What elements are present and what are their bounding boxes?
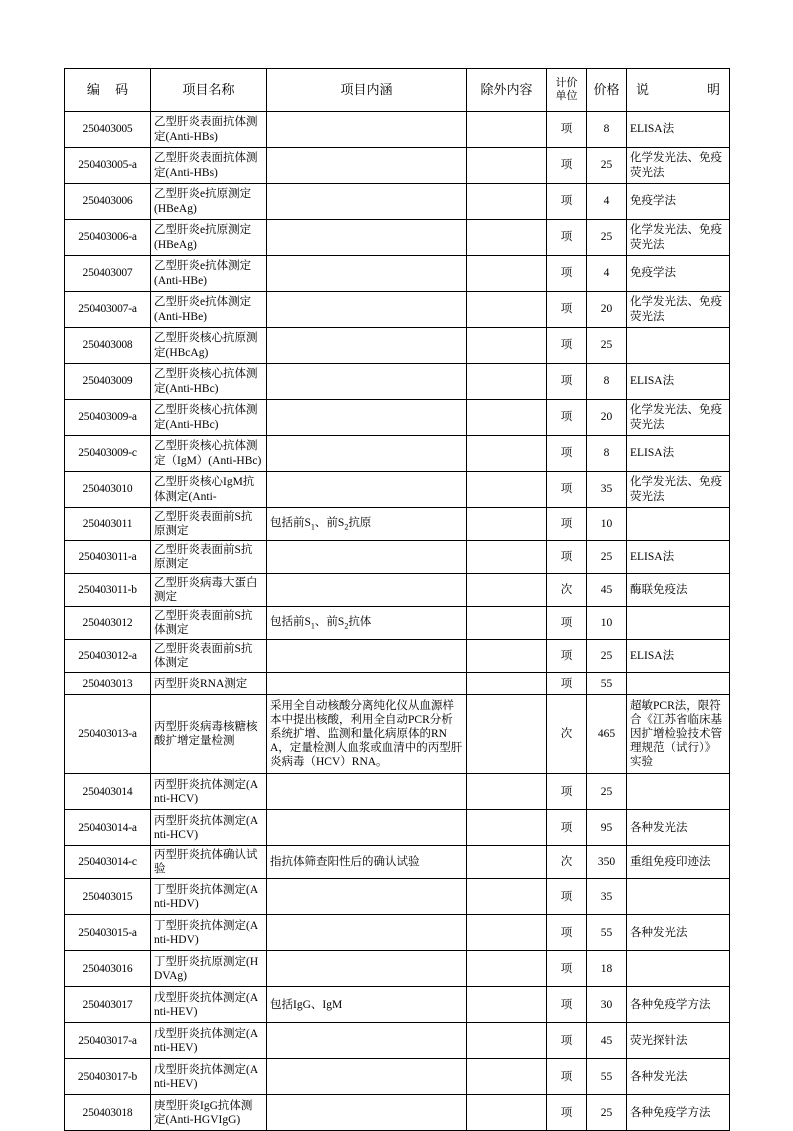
table-row bbox=[65, 810, 730, 846]
cell-remark: 各种发光法 bbox=[627, 810, 730, 846]
cell-content bbox=[267, 472, 467, 508]
cell-unit: 项 bbox=[547, 472, 587, 508]
cell-name: 乙型肝炎表面前S抗原测定 bbox=[151, 541, 267, 574]
cell-code: 250403009-c bbox=[65, 436, 151, 472]
cell-remark: 化学发光法、免疫荧光法 bbox=[627, 292, 730, 328]
cell-unit: 项 bbox=[547, 1059, 587, 1095]
table-row bbox=[65, 574, 730, 607]
cell-code: 250403011-a bbox=[65, 541, 151, 574]
cell-remark: 免疫学法 bbox=[627, 184, 730, 220]
cell-remark bbox=[627, 328, 730, 364]
cell-content: 包括前$S_1$、前$S_2$抗原 bbox=[267, 508, 467, 541]
table-row bbox=[65, 256, 730, 292]
table-header bbox=[65, 69, 730, 112]
cell-code: 250403015-a bbox=[65, 915, 151, 951]
cell-price: 465 bbox=[587, 695, 627, 774]
cell-code: 250403015 bbox=[65, 879, 151, 915]
cell-code: 250403018 bbox=[65, 1095, 151, 1131]
column-header-code: 编 码 bbox=[65, 69, 151, 112]
cell-remark: ELISA法 bbox=[627, 364, 730, 400]
cell-name: 庚型肝炎IgG抗体测定(Anti-HGVIgG) bbox=[151, 1095, 267, 1131]
cell-price: 55 bbox=[587, 1059, 627, 1095]
cell-price: 95 bbox=[587, 810, 627, 846]
cell-price: 20 bbox=[587, 400, 627, 436]
cell-code: 250403016 bbox=[65, 951, 151, 987]
cell-content: 包括前$S_1$、前$S_2$抗体 bbox=[267, 607, 467, 640]
cell-name: 丁型肝炎抗原测定(HDVAg) bbox=[151, 951, 267, 987]
cell-content bbox=[267, 112, 467, 148]
cell-content bbox=[267, 541, 467, 574]
cell-unit: 项 bbox=[547, 541, 587, 574]
cell-name: 戊型肝炎抗体测定(Anti-HEV) bbox=[151, 987, 267, 1023]
cell-exclude bbox=[467, 673, 547, 695]
cell-code: 250403007 bbox=[65, 256, 151, 292]
cell-price: 30 bbox=[587, 987, 627, 1023]
cell-unit: 项 bbox=[547, 673, 587, 695]
cell-unit: 项 bbox=[547, 640, 587, 673]
cell-content bbox=[267, 574, 467, 607]
cell-content bbox=[267, 400, 467, 436]
table-row bbox=[65, 541, 730, 574]
table-row bbox=[65, 364, 730, 400]
cell-exclude bbox=[467, 541, 547, 574]
cell-unit: 项 bbox=[547, 328, 587, 364]
cell-code: 250403005-a bbox=[65, 148, 151, 184]
cell-remark: 免疫学法 bbox=[627, 256, 730, 292]
cell-name: 丙型肝炎抗体测定(Anti-HCV) bbox=[151, 810, 267, 846]
cell-price: 8 bbox=[587, 112, 627, 148]
medical-price-table bbox=[64, 68, 730, 1131]
cell-content bbox=[267, 810, 467, 846]
cell-name: 丁型肝炎抗体测定(Anti-HDV) bbox=[151, 915, 267, 951]
cell-exclude bbox=[467, 364, 547, 400]
cell-name: 丙型肝炎病毒核糖核酸扩增定量检测 bbox=[151, 695, 267, 774]
cell-code: 250403013-a bbox=[65, 695, 151, 774]
cell-unit: 项 bbox=[547, 951, 587, 987]
cell-price: 4 bbox=[587, 184, 627, 220]
table-row bbox=[65, 220, 730, 256]
cell-name: 乙型肝炎核心IgM抗体测定(Anti- bbox=[151, 472, 267, 508]
cell-remark bbox=[627, 879, 730, 915]
cell-remark bbox=[627, 774, 730, 810]
table-row bbox=[65, 328, 730, 364]
cell-price: 4 bbox=[587, 256, 627, 292]
cell-unit: 项 bbox=[547, 879, 587, 915]
cell-remark: 酶联免疫法 bbox=[627, 574, 730, 607]
cell-code: 250403013 bbox=[65, 673, 151, 695]
cell-code: 250403014-c bbox=[65, 846, 151, 879]
header-row bbox=[65, 69, 730, 112]
cell-unit: 项 bbox=[547, 1095, 587, 1131]
cell-remark: ELISA法 bbox=[627, 112, 730, 148]
cell-price: 55 bbox=[587, 673, 627, 695]
cell-code: 250403008 bbox=[65, 328, 151, 364]
cell-content bbox=[267, 774, 467, 810]
cell-unit: 次 bbox=[547, 846, 587, 879]
cell-content bbox=[267, 436, 467, 472]
table-body bbox=[65, 112, 730, 1131]
table-row bbox=[65, 774, 730, 810]
column-header-name: 项目名称 bbox=[151, 69, 267, 112]
cell-name: 乙型肝炎核心抗体测定（IgM）(Anti-HBc) bbox=[151, 436, 267, 472]
cell-remark bbox=[627, 951, 730, 987]
cell-remark: 化学发光法、免疫荧光法 bbox=[627, 472, 730, 508]
cell-name: 乙型肝炎核心抗体测定(Anti-HBc) bbox=[151, 364, 267, 400]
cell-unit: 项 bbox=[547, 220, 587, 256]
cell-name: 乙型肝炎表面前S抗体测定 bbox=[151, 607, 267, 640]
cell-unit: 项 bbox=[547, 148, 587, 184]
column-header-content: 项目内涵 bbox=[267, 69, 467, 112]
column-header-unit bbox=[547, 69, 587, 112]
cell-remark: 化学发光法、免疫荧光法 bbox=[627, 400, 730, 436]
cell-content bbox=[267, 640, 467, 673]
cell-code: 250403007-a bbox=[65, 292, 151, 328]
cell-unit: 次 bbox=[547, 695, 587, 774]
cell-name: 丙型肝炎RNA测定 bbox=[151, 673, 267, 695]
cell-price: 25 bbox=[587, 328, 627, 364]
cell-exclude bbox=[467, 328, 547, 364]
cell-price: 10 bbox=[587, 508, 627, 541]
cell-remark: 化学发光法、免疫荧光法 bbox=[627, 220, 730, 256]
cell-exclude bbox=[467, 148, 547, 184]
cell-unit: 项 bbox=[547, 292, 587, 328]
cell-price: 25 bbox=[587, 541, 627, 574]
column-header-exclude: 除外内容 bbox=[467, 69, 547, 112]
cell-code: 250403009-a bbox=[65, 400, 151, 436]
cell-content bbox=[267, 915, 467, 951]
cell-unit: 项 bbox=[547, 810, 587, 846]
cell-unit: 项 bbox=[547, 508, 587, 541]
cell-unit: 项 bbox=[547, 1023, 587, 1059]
cell-price: 25 bbox=[587, 148, 627, 184]
cell-unit: 项 bbox=[547, 915, 587, 951]
cell-exclude bbox=[467, 695, 547, 774]
cell-remark: 超敏PCR法，限符合《江苏省临床基因扩增检验技术管理规范（试行）》实验 bbox=[627, 695, 730, 774]
cell-name: 丙型肝炎抗体测定(Anti-HCV) bbox=[151, 774, 267, 810]
table-row bbox=[65, 508, 730, 541]
cell-exclude bbox=[467, 774, 547, 810]
cell-remark: 荧光探针法 bbox=[627, 1023, 730, 1059]
cell-price: 25 bbox=[587, 1095, 627, 1131]
cell-content bbox=[267, 1023, 467, 1059]
cell-code: 250403012 bbox=[65, 607, 151, 640]
cell-remark: ELISA法 bbox=[627, 541, 730, 574]
cell-price: 45 bbox=[587, 1023, 627, 1059]
cell-exclude bbox=[467, 436, 547, 472]
cell-content bbox=[267, 364, 467, 400]
cell-unit: 次 bbox=[547, 574, 587, 607]
cell-code: 250403006 bbox=[65, 184, 151, 220]
cell-name: 乙型肝炎核心抗体测定(Anti-HBc) bbox=[151, 400, 267, 436]
cell-exclude bbox=[467, 846, 547, 879]
cell-exclude bbox=[467, 112, 547, 148]
table-row bbox=[65, 879, 730, 915]
cell-name: 丙型肝炎抗体确认试验 bbox=[151, 846, 267, 879]
cell-code: 250403014-a bbox=[65, 810, 151, 846]
cell-exclude bbox=[467, 1023, 547, 1059]
cell-remark: 各种发光法 bbox=[627, 915, 730, 951]
cell-content bbox=[267, 673, 467, 695]
cell-exclude bbox=[467, 879, 547, 915]
cell-content bbox=[267, 256, 467, 292]
cell-price: 350 bbox=[587, 846, 627, 879]
cell-remark: 化学发光法、免疫荧光法 bbox=[627, 148, 730, 184]
cell-code: 250403011-b bbox=[65, 574, 151, 607]
cell-code: 250403009 bbox=[65, 364, 151, 400]
table-row bbox=[65, 1095, 730, 1131]
cell-code: 250403017-b bbox=[65, 1059, 151, 1095]
cell-code: 250403006-a bbox=[65, 220, 151, 256]
table-row bbox=[65, 292, 730, 328]
cell-content: 采用全自动核酸分离纯化仪从血源样本中提出核酸，利用全自动PCR分析系统扩增、监测和量化病原体的RNA，定量检测人血浆或血清中的丙型肝炎病毒（HCV）RNA。 bbox=[267, 695, 467, 774]
cell-price: 25 bbox=[587, 774, 627, 810]
remark-header-right: 明 bbox=[706, 82, 720, 98]
cell-price: 10 bbox=[587, 607, 627, 640]
cell-exclude bbox=[467, 472, 547, 508]
cell-price: 25 bbox=[587, 220, 627, 256]
cell-price: 18 bbox=[587, 951, 627, 987]
cell-name: 乙型肝炎e抗体测定(Anti-HBe) bbox=[151, 256, 267, 292]
cell-content: 指抗体筛查阳性后的确认试验 bbox=[267, 846, 467, 879]
cell-remark: 各种免疫学方法 bbox=[627, 1095, 730, 1131]
cell-price: 25 bbox=[587, 640, 627, 673]
table-row bbox=[65, 915, 730, 951]
cell-price: 35 bbox=[587, 472, 627, 508]
cell-name: 戊型肝炎抗体测定(Anti-HEV) bbox=[151, 1023, 267, 1059]
cell-content bbox=[267, 184, 467, 220]
cell-name: 乙型肝炎e抗原测定(HBeAg) bbox=[151, 220, 267, 256]
cell-content bbox=[267, 148, 467, 184]
cell-unit: 项 bbox=[547, 184, 587, 220]
cell-remark bbox=[627, 607, 730, 640]
cell-exclude bbox=[467, 184, 547, 220]
cell-exclude bbox=[467, 574, 547, 607]
column-header-remark bbox=[627, 69, 730, 112]
unit-header-line2: 单位 bbox=[555, 90, 578, 102]
cell-exclude bbox=[467, 220, 547, 256]
cell-name: 乙型肝炎病毒大蛋白测定 bbox=[151, 574, 267, 607]
cell-remark: ELISA法 bbox=[627, 436, 730, 472]
table-row bbox=[65, 846, 730, 879]
cell-price: 55 bbox=[587, 915, 627, 951]
table-row bbox=[65, 673, 730, 695]
unit-header-line1: 计价 bbox=[555, 77, 578, 90]
cell-code: 250403014 bbox=[65, 774, 151, 810]
cell-price: 35 bbox=[587, 879, 627, 915]
cell-content bbox=[267, 292, 467, 328]
cell-remark: 重组免疫印迹法 bbox=[627, 846, 730, 879]
cell-name: 乙型肝炎e抗体测定(Anti-HBe) bbox=[151, 292, 267, 328]
table-row bbox=[65, 987, 730, 1023]
table-row bbox=[65, 112, 730, 148]
cell-code: 250403012-a bbox=[65, 640, 151, 673]
table-row bbox=[65, 148, 730, 184]
cell-exclude bbox=[467, 607, 547, 640]
cell-unit: 项 bbox=[547, 400, 587, 436]
cell-exclude bbox=[467, 256, 547, 292]
table-row bbox=[65, 607, 730, 640]
column-header-price: 价格 bbox=[587, 69, 627, 112]
cell-exclude bbox=[467, 1095, 547, 1131]
cell-unit: 项 bbox=[547, 607, 587, 640]
cell-content bbox=[267, 328, 467, 364]
table-row bbox=[65, 1023, 730, 1059]
cell-unit: 项 bbox=[547, 256, 587, 292]
cell-name: 丁型肝炎抗体测定(Anti-HDV) bbox=[151, 879, 267, 915]
cell-price: 8 bbox=[587, 436, 627, 472]
cell-remark: ELISA法 bbox=[627, 640, 730, 673]
cell-price: 45 bbox=[587, 574, 627, 607]
cell-name: 乙型肝炎表面前S抗原测定 bbox=[151, 508, 267, 541]
cell-content bbox=[267, 879, 467, 915]
table-row bbox=[65, 695, 730, 774]
cell-content bbox=[267, 220, 467, 256]
cell-exclude bbox=[467, 915, 547, 951]
cell-name: 乙型肝炎表面抗体测定(Anti-HBs) bbox=[151, 148, 267, 184]
cell-content: 包括IgG、IgM bbox=[267, 987, 467, 1023]
table-row bbox=[65, 184, 730, 220]
cell-price: 8 bbox=[587, 364, 627, 400]
cell-code: 250403011 bbox=[65, 508, 151, 541]
cell-name: 乙型肝炎表面抗体测定(Anti-HBs) bbox=[151, 112, 267, 148]
table-row bbox=[65, 436, 730, 472]
cell-exclude bbox=[467, 951, 547, 987]
cell-name: 乙型肝炎表面前S抗体测定 bbox=[151, 640, 267, 673]
cell-exclude bbox=[467, 987, 547, 1023]
cell-code: 250403005 bbox=[65, 112, 151, 148]
cell-exclude bbox=[467, 508, 547, 541]
cell-remark bbox=[627, 508, 730, 541]
cell-exclude bbox=[467, 292, 547, 328]
cell-code: 250403017 bbox=[65, 987, 151, 1023]
table-row bbox=[65, 951, 730, 987]
cell-content bbox=[267, 951, 467, 987]
cell-exclude bbox=[467, 640, 547, 673]
table-row bbox=[65, 472, 730, 508]
cell-price: 20 bbox=[587, 292, 627, 328]
remark-header-left: 说 bbox=[636, 82, 650, 98]
cell-unit: 项 bbox=[547, 436, 587, 472]
cell-exclude bbox=[467, 1059, 547, 1095]
cell-unit: 项 bbox=[547, 987, 587, 1023]
table-row bbox=[65, 1059, 730, 1095]
cell-unit: 项 bbox=[547, 112, 587, 148]
cell-unit: 项 bbox=[547, 774, 587, 810]
cell-exclude bbox=[467, 400, 547, 436]
cell-unit: 项 bbox=[547, 364, 587, 400]
cell-code: 250403010 bbox=[65, 472, 151, 508]
table-row bbox=[65, 400, 730, 436]
cell-name: 乙型肝炎e抗原测定(HBeAg) bbox=[151, 184, 267, 220]
cell-remark: 各种免疫学方法 bbox=[627, 987, 730, 1023]
cell-name: 乙型肝炎核心抗原测定(HBcAg) bbox=[151, 328, 267, 364]
cell-content bbox=[267, 1095, 467, 1131]
cell-name: 戊型肝炎抗体测定(Anti-HEV) bbox=[151, 1059, 267, 1095]
cell-remark bbox=[627, 673, 730, 695]
cell-remark: 各种发光法 bbox=[627, 1059, 730, 1095]
cell-exclude bbox=[467, 810, 547, 846]
cell-content bbox=[267, 1059, 467, 1095]
cell-code: 250403017-a bbox=[65, 1023, 151, 1059]
table-row bbox=[65, 640, 730, 673]
